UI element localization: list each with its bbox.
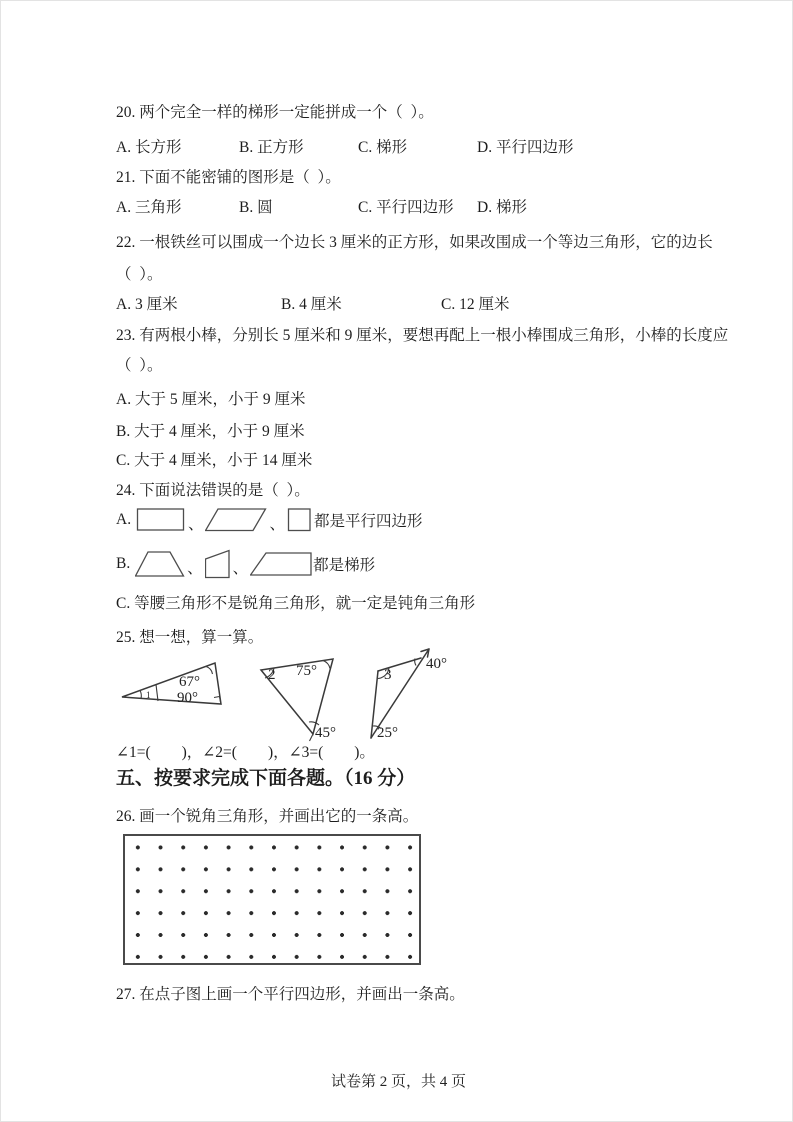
angle-number: 2 bbox=[268, 667, 276, 683]
q20-option-c: C. 梯形 bbox=[358, 139, 408, 156]
q23-text-line1: 23. 有两根小棒，分别长 5 厘米和 9 厘米，要想再配上一根小棒围成三角形，小棒的长度应 bbox=[116, 327, 729, 344]
q22-option-a: A. 3 厘米 bbox=[116, 296, 178, 313]
angle-value: 75° bbox=[296, 663, 317, 679]
angle-value: 25° bbox=[377, 725, 398, 741]
q24-text: 24. 下面说法错误的是（ ）。 bbox=[116, 482, 310, 499]
q24-option-c: C. 等腰三角形不是锐角三角形，就一定是钝角三角形 bbox=[116, 595, 476, 612]
q20-option-d: D. 平行四边形 bbox=[477, 139, 574, 156]
q24-option-a bbox=[116, 506, 423, 534]
q23-option-a: A. 大于 5 厘米，小于 9 厘米 bbox=[116, 391, 306, 408]
q21-option-d: D. 梯形 bbox=[477, 199, 527, 216]
q24-option-b-suffix: 都是梯形 bbox=[313, 557, 376, 574]
q20-text: 20. 两个完全一样的梯形一定能拼成一个（ ）。 bbox=[116, 104, 434, 121]
section-5-title: 五、按要求完成下面各题。（16 分） bbox=[116, 768, 416, 789]
q22-text-line2: （ ）。 bbox=[116, 266, 163, 283]
angle-value: 90° bbox=[177, 690, 198, 706]
q25-answer-line: ∠1=( )，∠2=( )，∠3=( )。 bbox=[116, 744, 375, 761]
angle-figure-3 bbox=[361, 646, 461, 750]
q24-option-b-label: B. bbox=[116, 555, 135, 572]
q23-text-line2: （ ）。 bbox=[116, 357, 163, 374]
q22-text-line1: 22. 一根铁丝可以围成一个边长 3 厘米的正方形，如果改围成一个等边三角形，它的边长 bbox=[116, 234, 713, 251]
q26-text: 26. 画一个锐角三角形，并画出它的一条高。 bbox=[116, 808, 419, 825]
angle-arc bbox=[323, 661, 330, 669]
q23-option-b: B. 大于 4 厘米，小于 9 厘米 bbox=[116, 423, 305, 440]
q20-option-a: A. 长方形 bbox=[116, 139, 182, 156]
angle-value: 45° bbox=[315, 725, 336, 741]
right-angle-mark bbox=[214, 697, 221, 703]
q22-option-b: B. 4 厘米 bbox=[281, 296, 342, 313]
angle-value: 67° bbox=[179, 674, 200, 690]
angle-figure-2 bbox=[253, 651, 355, 743]
dot-grid bbox=[123, 834, 421, 965]
trapezoid-shape bbox=[135, 549, 185, 579]
slanted-trapezoid-shape bbox=[250, 550, 312, 578]
separator: 、 bbox=[187, 560, 203, 577]
q23-option-c: C. 大于 4 厘米，小于 14 厘米 bbox=[116, 452, 313, 469]
q21-text: 21. 下面不能密铺的图形是（ ）。 bbox=[116, 169, 341, 186]
angle-arc bbox=[206, 667, 213, 675]
q20-option-b: B. 正方形 bbox=[239, 139, 304, 156]
angle-value: 40° bbox=[426, 656, 447, 672]
square-shape bbox=[287, 506, 313, 534]
q25-text: 25. 想一想，算一算。 bbox=[116, 629, 264, 646]
q21-option-a: A. 三角形 bbox=[116, 199, 182, 216]
separator: 、 bbox=[187, 516, 204, 533]
q21-option-c: C. 平行四边形 bbox=[358, 199, 454, 216]
separator: 、 bbox=[232, 560, 249, 577]
angle-number: 3 bbox=[384, 667, 392, 683]
q24-option-a-suffix: 都是平行四边形 bbox=[313, 513, 423, 530]
q27-text: 27. 在点子图上画一个平行四边形，并画出一条高。 bbox=[116, 986, 465, 1003]
q24-option-a-label: A. bbox=[116, 511, 135, 528]
angle-number: 1 bbox=[146, 690, 151, 700]
rectangle-shape bbox=[136, 506, 186, 534]
separator: 、 bbox=[269, 516, 285, 533]
angle-figure-1 bbox=[119, 653, 231, 715]
parallelogram-shape bbox=[205, 506, 267, 534]
q21-option-b: B. 圆 bbox=[239, 199, 273, 216]
right-trapezoid-shape bbox=[205, 548, 231, 580]
page-footer: 试卷第 2 页，共 4 页 bbox=[331, 1074, 467, 1090]
q22-option-c: C. 12 厘米 bbox=[441, 296, 510, 313]
q24-option-b bbox=[116, 548, 375, 580]
